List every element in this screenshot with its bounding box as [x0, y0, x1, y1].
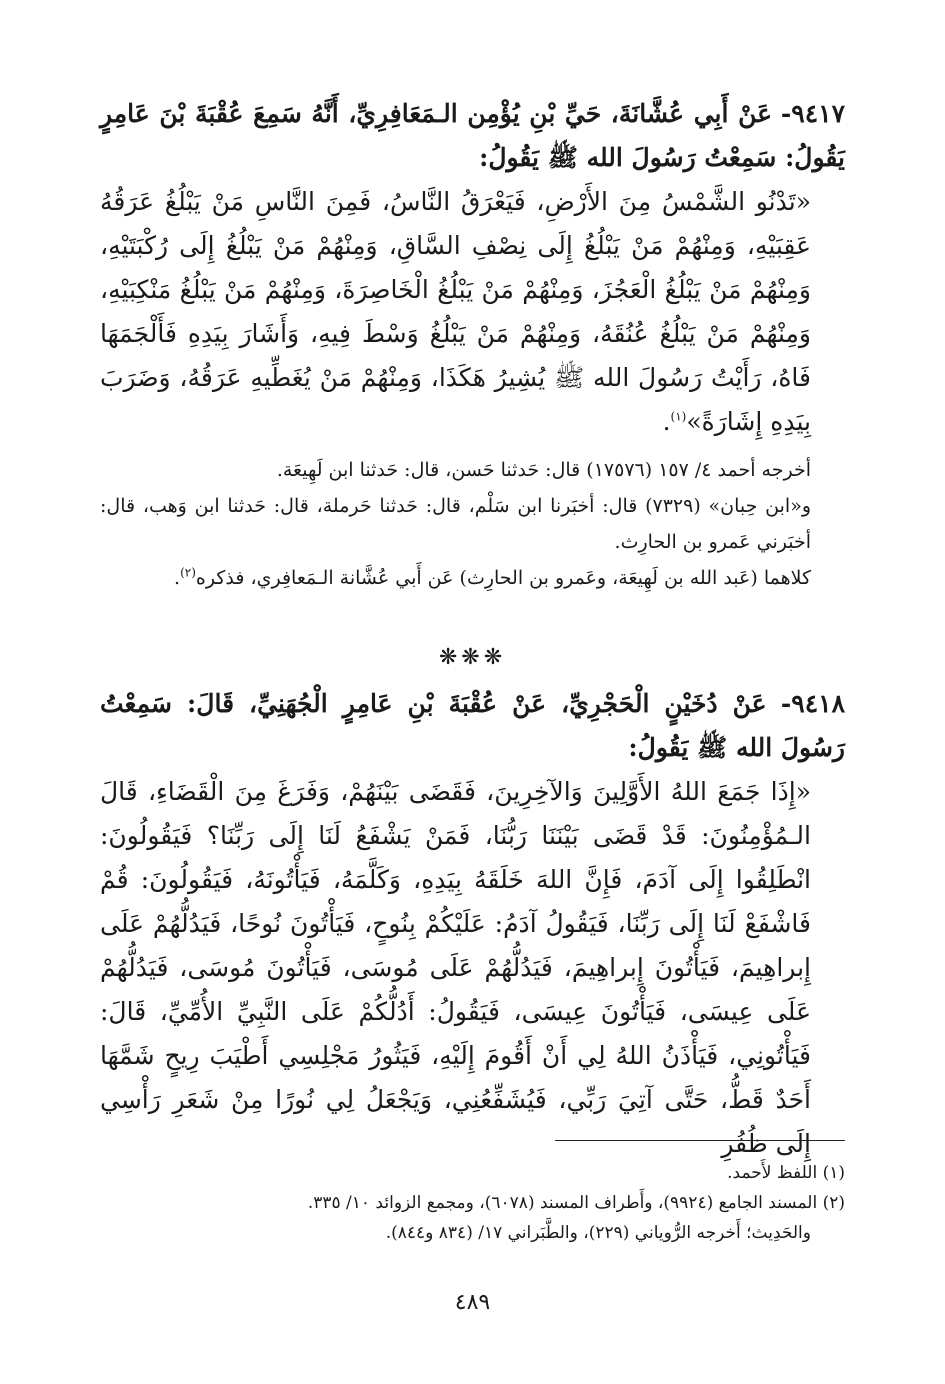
hadith-isnad: عَنْ دُخَيْنٍ الْحَجْرِيِّ، عَنْ عُقْبَةَ بْنِ عَامِرٍ الْجُهَنِيِّ، قَالَ: سَمِعْتُ رَسُولَ الله ﷺ يَقُولُ: [100, 689, 845, 762]
footnote-2: (٢) المسند الجامع (٩٩٢٤)، وأَطراف المسند (٦٠٧٨)، ومجمع الزوائد ١٠/ ٣٣٥. [307, 1193, 845, 1213]
footnote-2-continuation: والحَدِيث؛ أَخرجه الرُّوياني (٢٢٩)، والطَّبَراني ١٧/ (٨٣٤ و٨٤٤). [385, 1223, 811, 1243]
footnote-divider [555, 1140, 845, 1141]
hadith-9417-sources [100, 452, 845, 596]
hadith-matn-text: «إِذَا جَمَعَ اللهُ الأَوَّلِينَ وَالآخِرِينَ، فَقَضَى بَيْنَهُمْ، وَفَرَغَ مِنَ الْقَضَاءِ، قَالَ الـمُؤْمِنُونَ: قَدْ قَضَى بَيْنَنَا رَبُّنَا، فَمَنْ يَشْفَعُ لَنَا إِلَى رَبِّنَا؟ فَيَقُولُونَ: انْطَلِقُوا إِلَى آدَمَ، فَإِنَّ اللهَ خَلَقَهُ بِيَدِهِ، وَكَلَّمَهُ، فَيَأْتُونَهُ، فَيَقُولُونَ: قُمْ فَاشْفَعْ لَنَا إِلَى رَبِّنَا، فَيَقُولُ آدَمُ: عَلَيْكُمْ بِنُوحٍ، فَيَأْتُونَ نُوحًا، فَيَدُلُّهُمْ عَلَى إِبراهِيمَ، فَيَأْتُونَ إِبراهِيمَ، فَيَدُلُّهُمْ عَلَى مُوسَى، فَيَأْتُونَ مُوسَى، فَيَدُلُّهُمْ عَلَى عِيسَى، فَيَأْتُونَ عِيسَى، فَيَقُولُ: أَدُلُّكُمْ عَلَى النَّبِيِّ الأُمِّيِّ، قَالَ: فَيَأْتُونِي، فَيَأْذَنُ اللهُ لِي أَنْ أَقُومَ إِلَيْهِ، فَيَثُورُ مَجْلِسِي أَطْيَبَ رِيحٍ شَمَّهَا أَحَدٌ قَطُّ، حَتَّى آتِيَ رَبِّي، فَيُشَفِّعُنِي، وَيَجْعَلُ لِي نُورًا مِنْ شَعَرِ رَأْسِي إِلَى ظُفُرِ [100, 777, 811, 1158]
source-line-2: و«ابن حِبان» (٧٣٢٩) قال: أخبَرنا ابن سَلْم، قال: حَدثنا حَرملة، قال: حَدثنا ابن وَهب، قال: أخبَرني عَمرو بن الحارِث. [100, 495, 811, 553]
footnotes [100, 1158, 845, 1248]
source-line-3: كلاهما (عَبد الله بن لَهِيعَة، وعَمرو بن الحارِث) عَن أَبي عُشَّانة الـمَعافِري، فذكره$^{(٢)}$. [174, 565, 811, 589]
section-separator: ❋❋❋ [438, 645, 507, 670]
hadith-isnad: عَنْ أَبِي عُشَّانَةَ، حَيِّ بْنِ يُؤْمِن الـمَعَافِرِيِّ، أَنَّهُ سَمِعَ عُقْبَةَ بْنَ عَامِرٍ يَقُولُ: سَمِعْتُ رَسُولَ الله ﷺ يَقُولُ: [100, 99, 845, 172]
hadith-9418-heading [100, 682, 845, 770]
footnote-1: (١) اللفظ لأَحمد. [727, 1163, 845, 1183]
hadith-number: ٩٤١٨- [780, 689, 845, 718]
footnote-ref-2: (٢) [180, 565, 196, 580]
hadith-9417-heading [100, 92, 845, 180]
footnote-ref-1: (١) [670, 409, 687, 424]
hadith-9417 [100, 92, 845, 444]
hadith-matn-text: «تَدْنُو الشَّمْسُ مِنَ الأَرْضِ، فَيَعْرَقُ النَّاسُ، فَمِنَ النَّاسِ مَنْ يَبْلُغُ عَرَقُهُ عَقِبَيْهِ، وَمِنْهُمْ مَنْ يَبْلُغُ إِلَى نِصْفِ السَّاقِ، وَمِنْهُمْ مَنْ يَبْلُغُ إِلَى رُكْبَتَيْهِ، وَمِنْهُمْ مَنْ يَبْلُغُ الْعَجُزَ، وَمِنْهُمْ مَنْ يَبْلُغُ الْخَاصِرَةَ، وَمِنْهُمْ مَنْ يَبْلُغُ مَنْكِبَيْهِ، وَمِنْهُمْ مَنْ يَبْلُغُ عُنُقَهُ، وَمِنْهُمْ مَنْ يَبْلُغُ وَسْطَ فِيهِ، وَأَشَارَ بِيَدِهِ فَأَلْجَمَهَا فَاهُ، رَأَيْتُ رَسُولَ الله ﷺ يُشِيرُ هَكَذَا، وَمِنْهُمْ مَنْ يُغَطِّيهِ عَرَقُهُ، وَضَرَبَ بِيَدِهِ إِشَارَةً» [100, 187, 811, 436]
page-number: ٤٨٩ [454, 1290, 491, 1315]
hadith-matn: «تَدْنُو الشَّمْسُ مِنَ الأَرْضِ، فَيَعْرَقُ النَّاسُ، فَمِنَ النَّاسِ مَنْ يَبْلُغُ عَرَقُهُ عَقِبَيْهِ، وَمِنْهُمْ مَنْ يَبْلُغُ إِلَى نِصْفِ السَّاقِ، وَمِنْهُمْ مَنْ يَبْلُغُ إِلَى رُكْبَتَيْهِ، وَمِنْهُمْ مَنْ يَبْلُغُ الْعَجُزَ، وَمِنْهُمْ مَنْ يَبْلُغُ الْخَاصِرَةَ، وَمِنْهُمْ مَنْ يَبْلُغُ مَنْكِبَيْهِ، وَمِنْهُمْ مَنْ يَبْلُغُ عُنُقَهُ، وَمِنْهُمْ مَنْ يَبْلُغُ وَسْطَ فِيهِ، وَأَشَارَ بِيَدِهِ فَأَلْجَمَهَا فَاهُ، رَأَيْتُ رَسُولَ الله ﷺ يُشِيرُ هَكَذَا، وَمِنْهُمْ مَنْ يُغَطِّيهِ عَرَقُهُ، وَضَرَبَ بِيَدِهِ إِشَارَةً»$^{(١)}$. [100, 187, 811, 436]
source-line-1: أخرجه أحمد ٤/ ١٥٧ (١٧٥٧٦) قال: حَدثنا حَسن، قال: حَدثنا ابن لَهِيعَة. [276, 459, 811, 481]
hadith-number: ٩٤١٧- [780, 99, 845, 128]
hadith-9418 [100, 682, 845, 1166]
source-line-3-text: كلاهما (عَبد الله بن لَهِيعَة، وعَمرو بن الحارِث) عَن أَبي عُشَّانة الـمَعافِري، فذكره [195, 567, 811, 589]
